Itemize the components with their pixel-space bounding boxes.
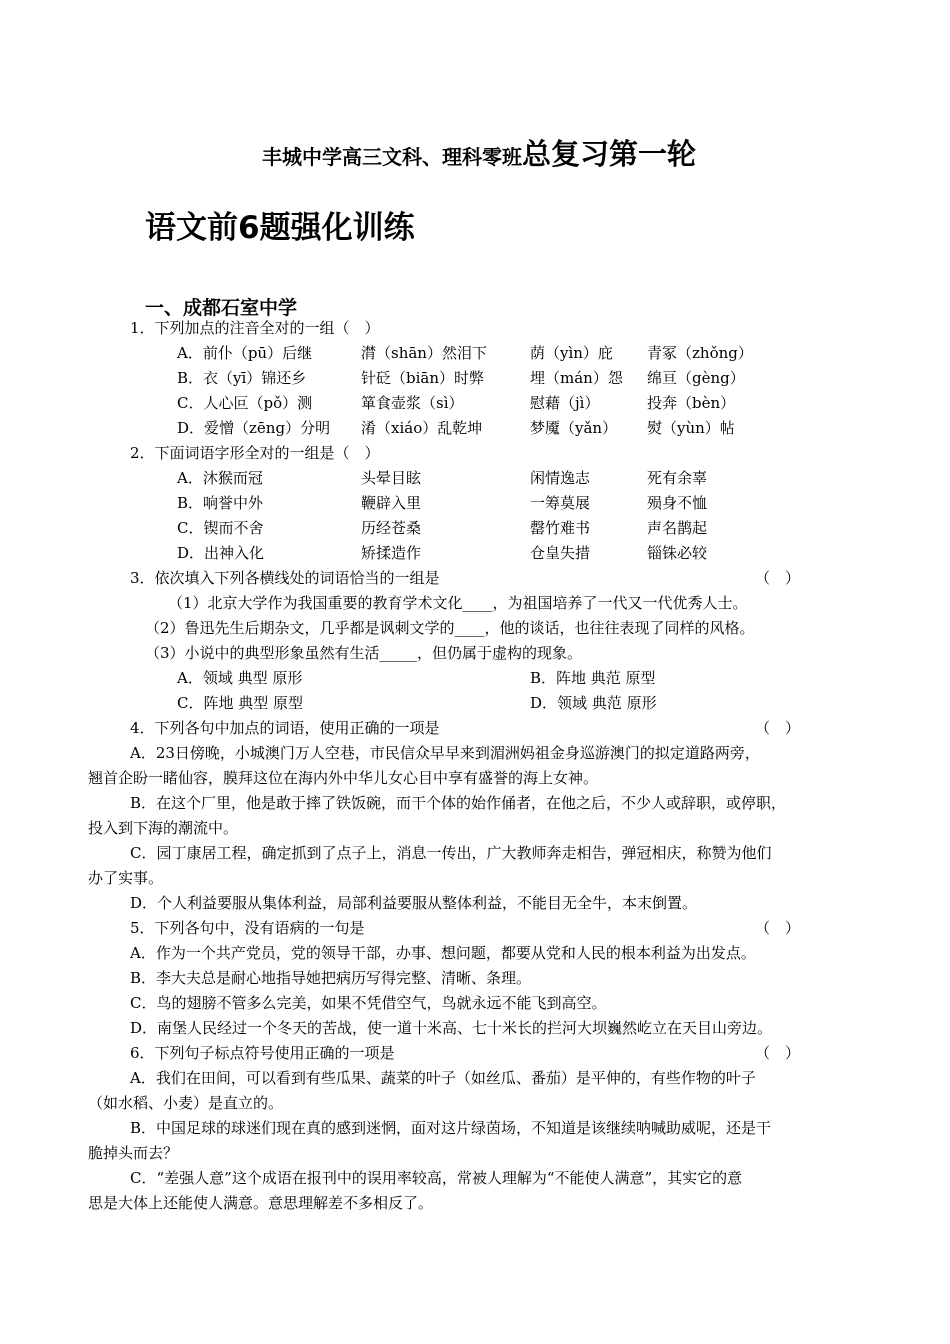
section-heading: 一、成都石室中学 (145, 297, 298, 319)
q6-option-b-line1: B．中国足球的球迷们现在真的感到迷惘，面对这片绿茵场，不知道是该继续呐喊助威呢，还是干 (130, 1119, 772, 1137)
q1-a-2: 潸（shān）然泪下 (361, 344, 487, 362)
q2-d-2: 矫揉造作 (361, 544, 422, 562)
q1-d-1: D．爱憎（zēng）分明 (177, 419, 331, 437)
q2-c-1: C．锲而不舍 (177, 519, 264, 537)
q3-s3-a: （3）小说中的典型形象虽然有生活 (145, 644, 380, 662)
q2-b-1: B．响誉中外 (177, 494, 264, 512)
q3-sentence-2 (145, 618, 755, 638)
q4-option-d: D．个人利益要服从集体利益，局部利益要服从整体利益，不能目无全牛，本末倒置。 (130, 894, 698, 912)
q3-s2-b: ，他的谈话，也往往表现了同样的风格。 (484, 619, 755, 637)
q2-c-3: 罄竹难书 (530, 519, 591, 537)
q3-s3-b: ，但仍属于虚构的现象。 (417, 644, 583, 662)
q1-d-3: 梦魇（yǎn） (530, 419, 618, 437)
q3-sentence-3 (145, 643, 582, 663)
q3-option-d: D．领域 典范 原形 (530, 694, 657, 712)
q2-a-3: 闲情逸志 (530, 469, 591, 487)
q1-c-4: 投奔（bèn） (647, 394, 736, 412)
q5-option-d: D．南堡人民经过一个冬天的苦战，使一道十米高、七十米长的拦河大坝巍然屹立在天目山旁边。 (130, 1019, 773, 1037)
q1-c-2: 箪食壶浆（sì） (361, 394, 464, 412)
q6-stem: 6．下列句子标点符号使用正确的一项是 (130, 1044, 395, 1062)
q6-option-a-line2: （如水稻、小麦）是直立的。 (88, 1094, 284, 1112)
title-line-1-prefix: 丰城中学高三文科、理科零班 (262, 145, 522, 169)
q2-c-2: 历经苍桑 (361, 519, 422, 537)
q1-stem: 1．下列加点的注音全对的一组（ ） (130, 319, 380, 337)
title-line-1-emphasis: 总复习第一轮 (522, 137, 697, 171)
q3-s1-blank: ____ (462, 594, 493, 612)
q4-option-c-line1: C．园丁康居工程，确定抓到了点子上，消息一传出，广大教师奔走相告，弹冠相庆，称赞为他们 (130, 844, 772, 862)
q4-stem: 4．下列各句中加点的词语，使用正确的一项是 (130, 719, 440, 737)
q3-option-a: A．领域 典型 原形 (177, 669, 303, 687)
q5-option-c: C．鸟的翅膀不管多么完美，如果不凭借空气，鸟就永远不能飞到高空。 (130, 994, 607, 1012)
q2-a-4: 死有余辜 (647, 469, 708, 487)
q4-option-b-line1: B．在这个厂里，他是敢于摔了铁饭碗，而干个体的始作俑者，在他之后，不少人或辞职，或停职， (130, 794, 787, 812)
q1-b-4: 绵亘（gèng） (647, 369, 745, 387)
q6-option-a-line1: A．我们在田间，可以看到有些瓜果、蔬菜的叶子（如丝瓜、番茄）是平伸的，有些作物的叶子 (130, 1069, 756, 1087)
q1-d-4: 熨（yùn）帖 (647, 419, 735, 437)
q2-a-1: A．沐猴而冠 (177, 469, 263, 487)
q3-stem: 3．依次填入下列各横线处的词语恰当的一组是 (130, 569, 440, 587)
title-line-2: 语文前6题强化训练 (145, 210, 415, 246)
q2-a-2: 头晕目眩 (361, 469, 422, 487)
q1-b-3: 埋（mán）怨 (530, 369, 623, 387)
q5-answer-paren: （ ） (755, 919, 801, 937)
q3-s2-blank: ____ (454, 619, 485, 637)
q3-s2-a: （2）鲁迅先生后期杂文，几乎都是讽刺文学的 (145, 619, 455, 637)
q3-answer-paren: （ ） (755, 569, 801, 587)
q1-c-1: C．人心叵（pǒ）测 (177, 394, 313, 412)
q4-option-c-line2: 办了实事。 (88, 869, 164, 887)
q5-option-a: A．作为一个共产党员，党的领导干部，办事、想问题，都要从党和人民的根本利益为出发点。 (130, 944, 756, 962)
q2-b-2: 鞭辟入里 (361, 494, 422, 512)
q4-option-a-line1: A．23日傍晚，小城澳门万人空巷，市民信众早早来到湄洲妈祖金身巡游澳门的拟定道路两旁， (130, 744, 760, 762)
q1-a-3: 荫（yìn）庇 (530, 344, 613, 362)
q1-d-2: 淆（xiáo）乱乾坤 (361, 419, 483, 437)
q6-answer-paren: （ ） (755, 1044, 801, 1062)
q1-a-4: 青冢（zhǒng） (647, 344, 753, 362)
q4-answer-paren: （ ） (755, 719, 801, 737)
q5-stem: 5．下列各句中，没有语病的一句是 (130, 919, 365, 937)
q3-option-b: B．阵地 典范 原型 (530, 669, 656, 687)
q2-d-1: D．出神入化 (177, 544, 265, 562)
q5-option-b: B．李大夫总是耐心地指导她把病历写得完整、清晰、条理。 (130, 969, 532, 987)
q1-b-2: 针砭（biān）时弊 (361, 369, 485, 387)
q3-option-c: C．阵地 典型 原型 (177, 694, 304, 712)
q6-option-c-line2: 思是大体上还能使人满意。意思理解差不多相反了。 (88, 1194, 434, 1212)
q3-sentence-1 (168, 593, 748, 613)
title-line-1 (262, 132, 696, 173)
q3-s1-a: （1）北京大学作为我国重要的教育学术文化 (168, 594, 463, 612)
q4-option-a-line2: 翘首企盼一睹仙容，膜拜这位在海内外中华儿女心目中享有盛誉的海上女神。 (88, 769, 599, 787)
q4-option-b-line2: 投入到下海的潮流中。 (88, 819, 239, 837)
q2-b-3: 一筹莫展 (530, 494, 591, 512)
q2-d-3: 仓皇失措 (530, 544, 591, 562)
q3-s1-b: ，为祖国培养了一代又一代优秀人士。 (492, 594, 748, 612)
q6-option-c-line1: C．“差强人意”这个成语在报刊中的误用率较高，常被人理解为“不能使人满意”，其实它的意 (130, 1169, 743, 1187)
q1-c-3: 慰藉（jì） (530, 394, 600, 412)
q2-d-4: 锱铢必较 (647, 544, 708, 562)
q1-a-1: A．前仆（pū）后继 (177, 344, 313, 362)
q3-s3-blank: _____ (379, 644, 418, 662)
q2-stem: 2．下面词语字形全对的一组是（ ） (130, 444, 380, 462)
q1-b-1: B．衣（yī）锦还乡 (177, 369, 307, 387)
q2-c-4: 声名鹊起 (647, 519, 708, 537)
q2-b-4: 殒身不恤 (647, 494, 708, 512)
q6-option-b-line2: 脆掉头而去？ (88, 1144, 179, 1162)
